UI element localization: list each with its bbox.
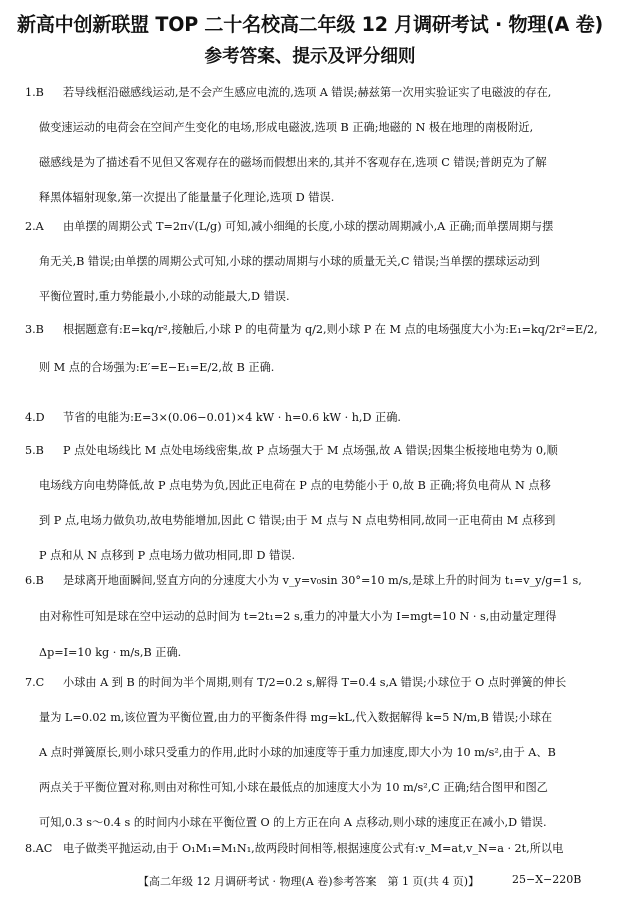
answer-text: 量为 L=0.02 m,该位置为平衡位置,由力的平衡条件得 mg=kL,代入数据解得 k=5 N/m,B 错误;小球在 bbox=[39, 711, 553, 724]
answer-number: 5.B bbox=[25, 444, 44, 457]
answer-number: 1.B bbox=[25, 86, 44, 99]
answer-line bbox=[39, 781, 548, 795]
footer-text: 【高二年级 12 月调研考试 · 物理(A 卷)参考答案 第 1 页(共 4 页)】 bbox=[138, 875, 480, 888]
answer-text: 角无关,B 错误;由单摆的周期公式可知,小球的摆动周期与小球的质量无关,C 错误;当单摆的摆球运动到 bbox=[39, 255, 540, 268]
answer-line bbox=[39, 746, 556, 760]
answer-line bbox=[39, 610, 556, 624]
answer-number: 2.A bbox=[25, 220, 44, 233]
answer-text: P 点和从 N 点移到 P 点电场力做功相同,即 D 错误. bbox=[39, 549, 296, 562]
answer-line bbox=[39, 549, 295, 563]
answer-text: 则 M 点的合场强为:E′=E−E₁=E/2,故 B 正确. bbox=[39, 361, 275, 374]
footer-code: 25−X−220B bbox=[512, 873, 582, 886]
page-subtitle: 参考答案、提示及评分细则 bbox=[204, 46, 416, 67]
answer-text: 若导线框沿磁感线运动,是不会产生感应电流的,选项 A 错误;赫兹第一次用实验证实了电磁波的存在, bbox=[63, 86, 552, 99]
answer-line bbox=[25, 574, 582, 588]
answer-text: 小球由 A 到 B 的时间为半个周期,则有 T/2=0.2 s,解得 T=0.4 s,A 错误;小球位于 O 点时弹簧的伸长 bbox=[63, 676, 567, 689]
answer-line bbox=[25, 323, 598, 337]
answer-text: 是球离开地面瞬间,竖直方向的分速度大小为 v_y=v₀sin 30°=10 m/s,是球上升的时间为 t₁=v_y/g=1 s, bbox=[63, 574, 582, 587]
answer-line bbox=[39, 816, 547, 830]
answer-text: 可知,0.3 s～0.4 s 的时间内小球在平衡位置 O 的上方正在向 A 点移动,则小球的速度正在减小,D 错误. bbox=[39, 816, 547, 829]
answer-line bbox=[25, 220, 553, 234]
answer-text: 到 P 点,电场力做负功,故电势能增加,因此 C 错误;由于 M 点与 N 点电势相同,故同一正电荷由 M 点移到 bbox=[39, 514, 556, 527]
answer-text: 平衡位置时,重力势能最小,小球的动能最大,D 错误. bbox=[39, 290, 290, 303]
answer-line bbox=[39, 711, 552, 725]
answer-text: A 点时弹簧原长,则小球只受重力的作用,此时小球的加速度等于重力加速度,即大小为 10 m/s²,由于 A、B bbox=[39, 746, 556, 759]
answer-line bbox=[39, 361, 274, 375]
answer-line bbox=[39, 255, 540, 269]
answer-text: 由对称性可知是球在空中运动的总时间为 t=2t₁=2 s,重力的冲量大小为 I=mgt=10 N · s,由动量定理得 bbox=[39, 610, 557, 623]
answer-line bbox=[39, 290, 290, 304]
answer-number: 8.AC bbox=[25, 842, 53, 855]
answer-text: 做变速运动的电荷会在空间产生变化的电场,形成电磁波,选项 B 正确;地磁的 N 极在地理的南极附近, bbox=[39, 121, 534, 134]
answer-number: 4.D bbox=[25, 411, 45, 424]
answer-line bbox=[39, 156, 547, 170]
answer-text: 两点关于平衡位置对称,则由对称性可知,小球在最低点的加速度大小为 10 m/s²,C 正确;结合图甲和图乙 bbox=[39, 781, 548, 794]
answer-line bbox=[25, 842, 563, 856]
answer-line bbox=[39, 479, 551, 493]
answer-text: Δp=I=10 kg · m/s,B 正确. bbox=[39, 646, 182, 659]
answer-text: 根据题意有:E=kq/r²,接触后,小球 P 的电荷量为 q/2,则小球 P 在 M 点的电场强度大小为:E₁=kq/2r²=E/2, bbox=[63, 323, 598, 336]
answer-text: 电场线方向电势降低,故 P 点电势为负,因此正电荷在 P 点的电势能小于 0,故 B 正确;将负电荷从 N 点移 bbox=[39, 479, 551, 492]
answer-line bbox=[25, 444, 558, 458]
answer-text: 磁感线是为了描述看不见但又客观存在的磁场而假想出来的,其并不客观存在,选项 C 错误;普朗克为了解 bbox=[39, 156, 547, 169]
answer-text: P 点处电场线比 M 点处电场线密集,故 P 点场强大于 M 点场强,故 A 错误;因集尘板接地电势为 0,顺 bbox=[63, 444, 558, 457]
answer-line bbox=[39, 191, 334, 205]
answer-number: 6.B bbox=[25, 574, 44, 587]
answer-number: 3.B bbox=[25, 323, 44, 336]
answer-line bbox=[25, 411, 401, 425]
answer-text: 释黑体辐射现象,第一次提出了能量量子化理论,选项 D 错误. bbox=[39, 191, 335, 204]
answer-line bbox=[39, 514, 555, 528]
answer-line bbox=[39, 646, 181, 660]
answer-line bbox=[25, 676, 566, 690]
answer-line bbox=[39, 121, 533, 135]
answer-text: 由单摆的周期公式 T=2π√(L/g) 可知,减小细绳的长度,小球的摆动周期减小,A 正确;而单摆周期与摆 bbox=[63, 220, 554, 233]
answer-line bbox=[25, 86, 551, 100]
page-title: 新高中创新联盟 TOP 二十名校高二年级 12 月调研考试 · 物理(A 卷) bbox=[16, 13, 604, 36]
answer-text: 电子做类平抛运动,由于 O₁M₁=M₁N₁,故两段时间相等,根据速度公式有:v_M=at,v_N=a · 2t,所以电 bbox=[63, 842, 564, 855]
answer-text: 节省的电能为:E=3×(0.06−0.01)×4 kW · h=0.6 kW · h,D 正确. bbox=[63, 411, 401, 424]
answer-number: 7.C bbox=[25, 676, 45, 689]
